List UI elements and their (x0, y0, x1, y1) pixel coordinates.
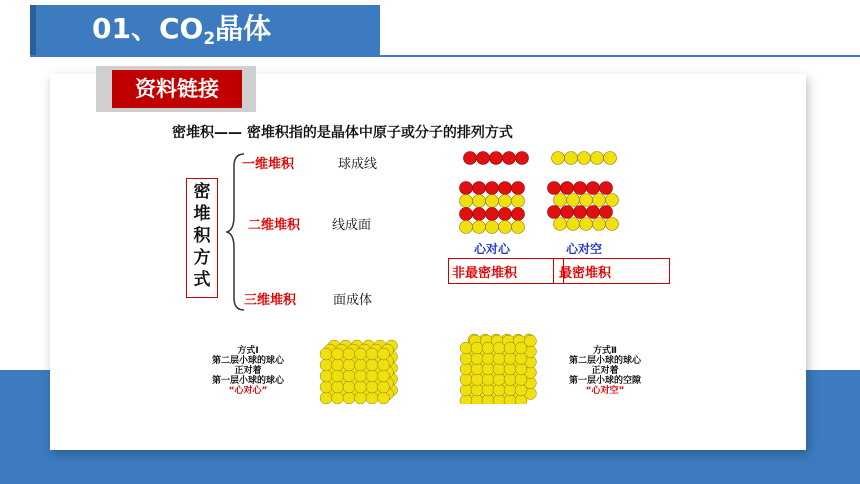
ball (366, 370, 378, 382)
method-1-line: 方式Ⅰ (237, 346, 259, 356)
ball (378, 359, 390, 371)
ball (493, 384, 505, 396)
ball (493, 363, 505, 375)
method-1-line: 第一层小球的球心 (211, 376, 284, 386)
ball (471, 384, 483, 396)
ball (366, 348, 378, 360)
vertical-char: 式 (193, 270, 211, 290)
ball (378, 392, 390, 404)
ball (332, 348, 344, 360)
ball (493, 374, 505, 386)
square-packing-icon (458, 180, 534, 236)
method-2-line: “心对空” (585, 386, 625, 396)
ball (378, 370, 390, 382)
method-1-text (192, 346, 304, 396)
ball (482, 384, 494, 396)
title-accent (30, 5, 36, 55)
resource-tag: 资料链接 (112, 70, 242, 108)
ball (515, 353, 527, 365)
ball (366, 392, 378, 404)
label-center-to-center: 心对心 (474, 242, 511, 256)
ball (515, 384, 527, 396)
ball (482, 363, 494, 375)
ball (515, 363, 527, 375)
ball (343, 348, 355, 360)
ball (493, 353, 505, 365)
method-2-line: 方式Ⅱ (593, 346, 617, 356)
ball (471, 374, 483, 386)
ball (332, 381, 344, 393)
ball (320, 370, 332, 382)
ball (355, 370, 367, 382)
ball (493, 342, 505, 354)
ball (504, 384, 516, 396)
ball (460, 384, 472, 396)
vertical-char: 堆 (193, 204, 211, 224)
red-ball-row (462, 148, 532, 170)
row-2d-desc: 线成面 (332, 218, 372, 233)
ball (460, 342, 472, 354)
ball (366, 359, 378, 371)
ball (332, 392, 344, 404)
ball (460, 363, 472, 375)
ball (343, 370, 355, 382)
ball (378, 381, 390, 393)
ball (366, 381, 378, 393)
ball (320, 392, 332, 404)
ball (343, 381, 355, 393)
ball (504, 353, 516, 365)
ball (482, 374, 494, 386)
vertical-char: 方 (193, 248, 211, 268)
hexagonal-packing-icon (546, 180, 632, 236)
method-2-line: 第一层小球的空隙 (568, 376, 641, 386)
ball (355, 359, 367, 371)
ball (515, 342, 527, 354)
vertical-char: 积 (193, 226, 211, 246)
method-2-line: 正对着 (591, 366, 619, 376)
ball (471, 363, 483, 375)
ball (355, 348, 367, 360)
definition-text: 密堆积—— 密堆积指的是晶体中原子或分子的排列方式 (172, 125, 513, 141)
method-1-line: 正对着 (234, 366, 262, 376)
row-3d-desc: 面成体 (333, 293, 373, 308)
row-2d-name: 二维堆积 (248, 218, 301, 233)
title-subscript: 2 (203, 29, 216, 49)
ball (320, 381, 332, 393)
ball (355, 392, 367, 404)
ball (343, 359, 355, 371)
ball (504, 363, 516, 375)
ball (515, 374, 527, 386)
vertical-char: 密 (193, 182, 211, 202)
row-3d-name: 三维堆积 (244, 293, 297, 308)
ball (460, 374, 472, 386)
method-2-text (550, 346, 660, 396)
ball (320, 359, 332, 371)
ball (378, 348, 390, 360)
ball (332, 359, 344, 371)
ball (471, 353, 483, 365)
ball (504, 374, 516, 386)
brace-icon (226, 152, 246, 312)
ball (332, 370, 344, 382)
label-center-to-gap: 心对空 (566, 242, 603, 256)
method-1-line: 第二层小球的球心 (211, 356, 284, 366)
ball (355, 381, 367, 393)
title-prefix: 01、CO (92, 12, 204, 45)
title-suffix: 晶体 (215, 12, 272, 45)
row-1d-name: 一维堆积 (242, 157, 295, 172)
page-title (92, 9, 271, 59)
yellow-ball-row (550, 148, 620, 170)
close-packed-stack-icon (458, 326, 542, 404)
ball (460, 353, 472, 365)
ball (504, 342, 516, 354)
ball (482, 342, 494, 354)
non-close-packing-label: 非最密堆积 (452, 266, 518, 281)
ball (471, 342, 483, 354)
row-1d-desc: 球成线 (338, 157, 378, 172)
method-2-line: 第二层小球的球心 (568, 356, 641, 366)
simple-cubic-stack-icon (316, 332, 408, 404)
ball (482, 353, 494, 365)
vertical-label (188, 181, 216, 291)
close-packing-label: 最密堆积 (559, 266, 612, 281)
ball (343, 392, 355, 404)
ball (320, 348, 332, 360)
method-1-line: “心对心” (228, 386, 268, 396)
